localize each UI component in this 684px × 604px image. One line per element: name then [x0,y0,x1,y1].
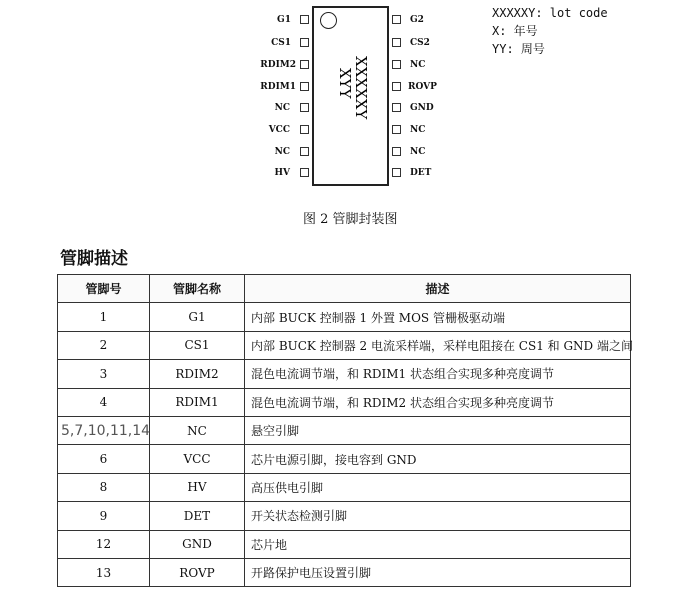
pin-label-g2: G2 [410,15,424,25]
pin-left-7 [300,147,309,156]
pin-description: 混色电流调节端，和 RDIM1 状态组合实现多种亮度调节 [245,360,631,388]
pin-number: 8 [58,473,150,501]
pin1-marker-icon [320,12,337,29]
pin-label-cs2: CS2 [410,38,430,48]
package-marking [324,54,379,144]
pin-number: 5,7,10,11,14 [58,416,150,444]
table-row [58,445,631,473]
pin-left-4 [300,82,309,91]
table-row [58,331,631,359]
pin-label-nc: NC [274,103,290,113]
pin-right-12 [392,103,401,112]
pin-right-16 [392,15,401,24]
marking-line1: XXXXXY [352,56,370,120]
pin-description: 内部 BUCK 控制器 2 电流采样端，采样电阻接在 CS1 和 GND 端之间 [245,331,631,359]
pin-left-3 [300,60,309,69]
pin-label-rovp: ROVP [408,82,437,92]
pin-label-nc: NC [410,125,426,135]
table-row [58,530,631,558]
pin-label-det: DET [410,168,432,178]
table-row [58,303,631,331]
pin-label-g1: G1 [277,15,291,25]
pin-right-10 [392,147,401,156]
pin-right-13 [392,82,401,91]
pin-name: NC [150,416,245,444]
pin-description: 混色电流调节端，和 RDIM2 状态组合实现多种亮度调节 [245,388,631,416]
pin-label-gnd: GND [410,103,434,113]
pin-number: 2 [58,331,150,359]
pin-number: 4 [58,388,150,416]
pin-number: 9 [58,502,150,530]
pin-label-nc: NC [410,147,426,157]
pin-label-vcc: VCC [268,125,290,135]
pin-label-rdim1: RDIM1 [260,82,296,92]
pin-right-11 [392,125,401,134]
pin-description: 内部 BUCK 控制器 1 外置 MOS 管栅极驱动端 [245,303,631,331]
pin-name: CS1 [150,331,245,359]
header-pin-name: 管脚名称 [150,275,245,303]
pin-label-nc: NC [274,147,290,157]
pin-label-hv: HV [274,168,290,178]
figure-caption: 图 2 管脚封装图 [303,212,398,227]
header-description: 描述 [245,275,631,303]
pin-name: VCC [150,445,245,473]
pin-left-6 [300,125,309,134]
pin-name: RDIM2 [150,360,245,388]
pin-description: 悬空引脚 [245,416,631,444]
pin-left-8 [300,168,309,177]
pin-description: 芯片地 [245,530,631,558]
pin-number: 1 [58,303,150,331]
table-row [58,558,631,586]
table-row [58,473,631,501]
table-row [58,360,631,388]
pin-name: RDIM1 [150,388,245,416]
pin-name: ROVP [150,558,245,586]
header-pin-number: 管脚号 [58,275,150,303]
pin-right-14 [392,60,401,69]
pin-number: 13 [58,558,150,586]
pin-left-2 [300,38,309,47]
pin-left-1 [300,15,309,24]
table-row [58,416,631,444]
pin-description: 高压供电引脚 [245,473,631,501]
pin-name: HV [150,473,245,501]
pin-label-nc: NC [410,60,426,70]
table-header-row [58,275,631,303]
pin-number: 6 [58,445,150,473]
pin-label-rdim2: RDIM2 [260,60,296,70]
pin-number: 12 [58,530,150,558]
pin-number: 3 [58,360,150,388]
pin-label-cs1: CS1 [271,38,291,48]
pin-description: 开路保护电压设置引脚 [245,558,631,586]
table-row [58,388,631,416]
pin-name: DET [150,502,245,530]
pin-description-table [57,274,631,587]
table-row [58,502,631,530]
pin-right-15 [392,38,401,47]
pin-left-5 [300,103,309,112]
pin-right-9 [392,168,401,177]
pin-name: G1 [150,303,245,331]
pin-description: 开关状态检测引脚 [245,502,631,530]
legend-year: X: 年号 [492,24,538,38]
pin-name: GND [150,530,245,558]
legend-week: YY: 周号 [492,42,545,56]
pin-description: 芯片电源引脚，接电容到 GND [245,445,631,473]
section-title: 管脚描述 [60,249,128,269]
legend-lot-code: XXXXXY: lot code [492,6,608,20]
ic-package-body [312,6,389,186]
marking-line2: XYY [336,68,354,99]
